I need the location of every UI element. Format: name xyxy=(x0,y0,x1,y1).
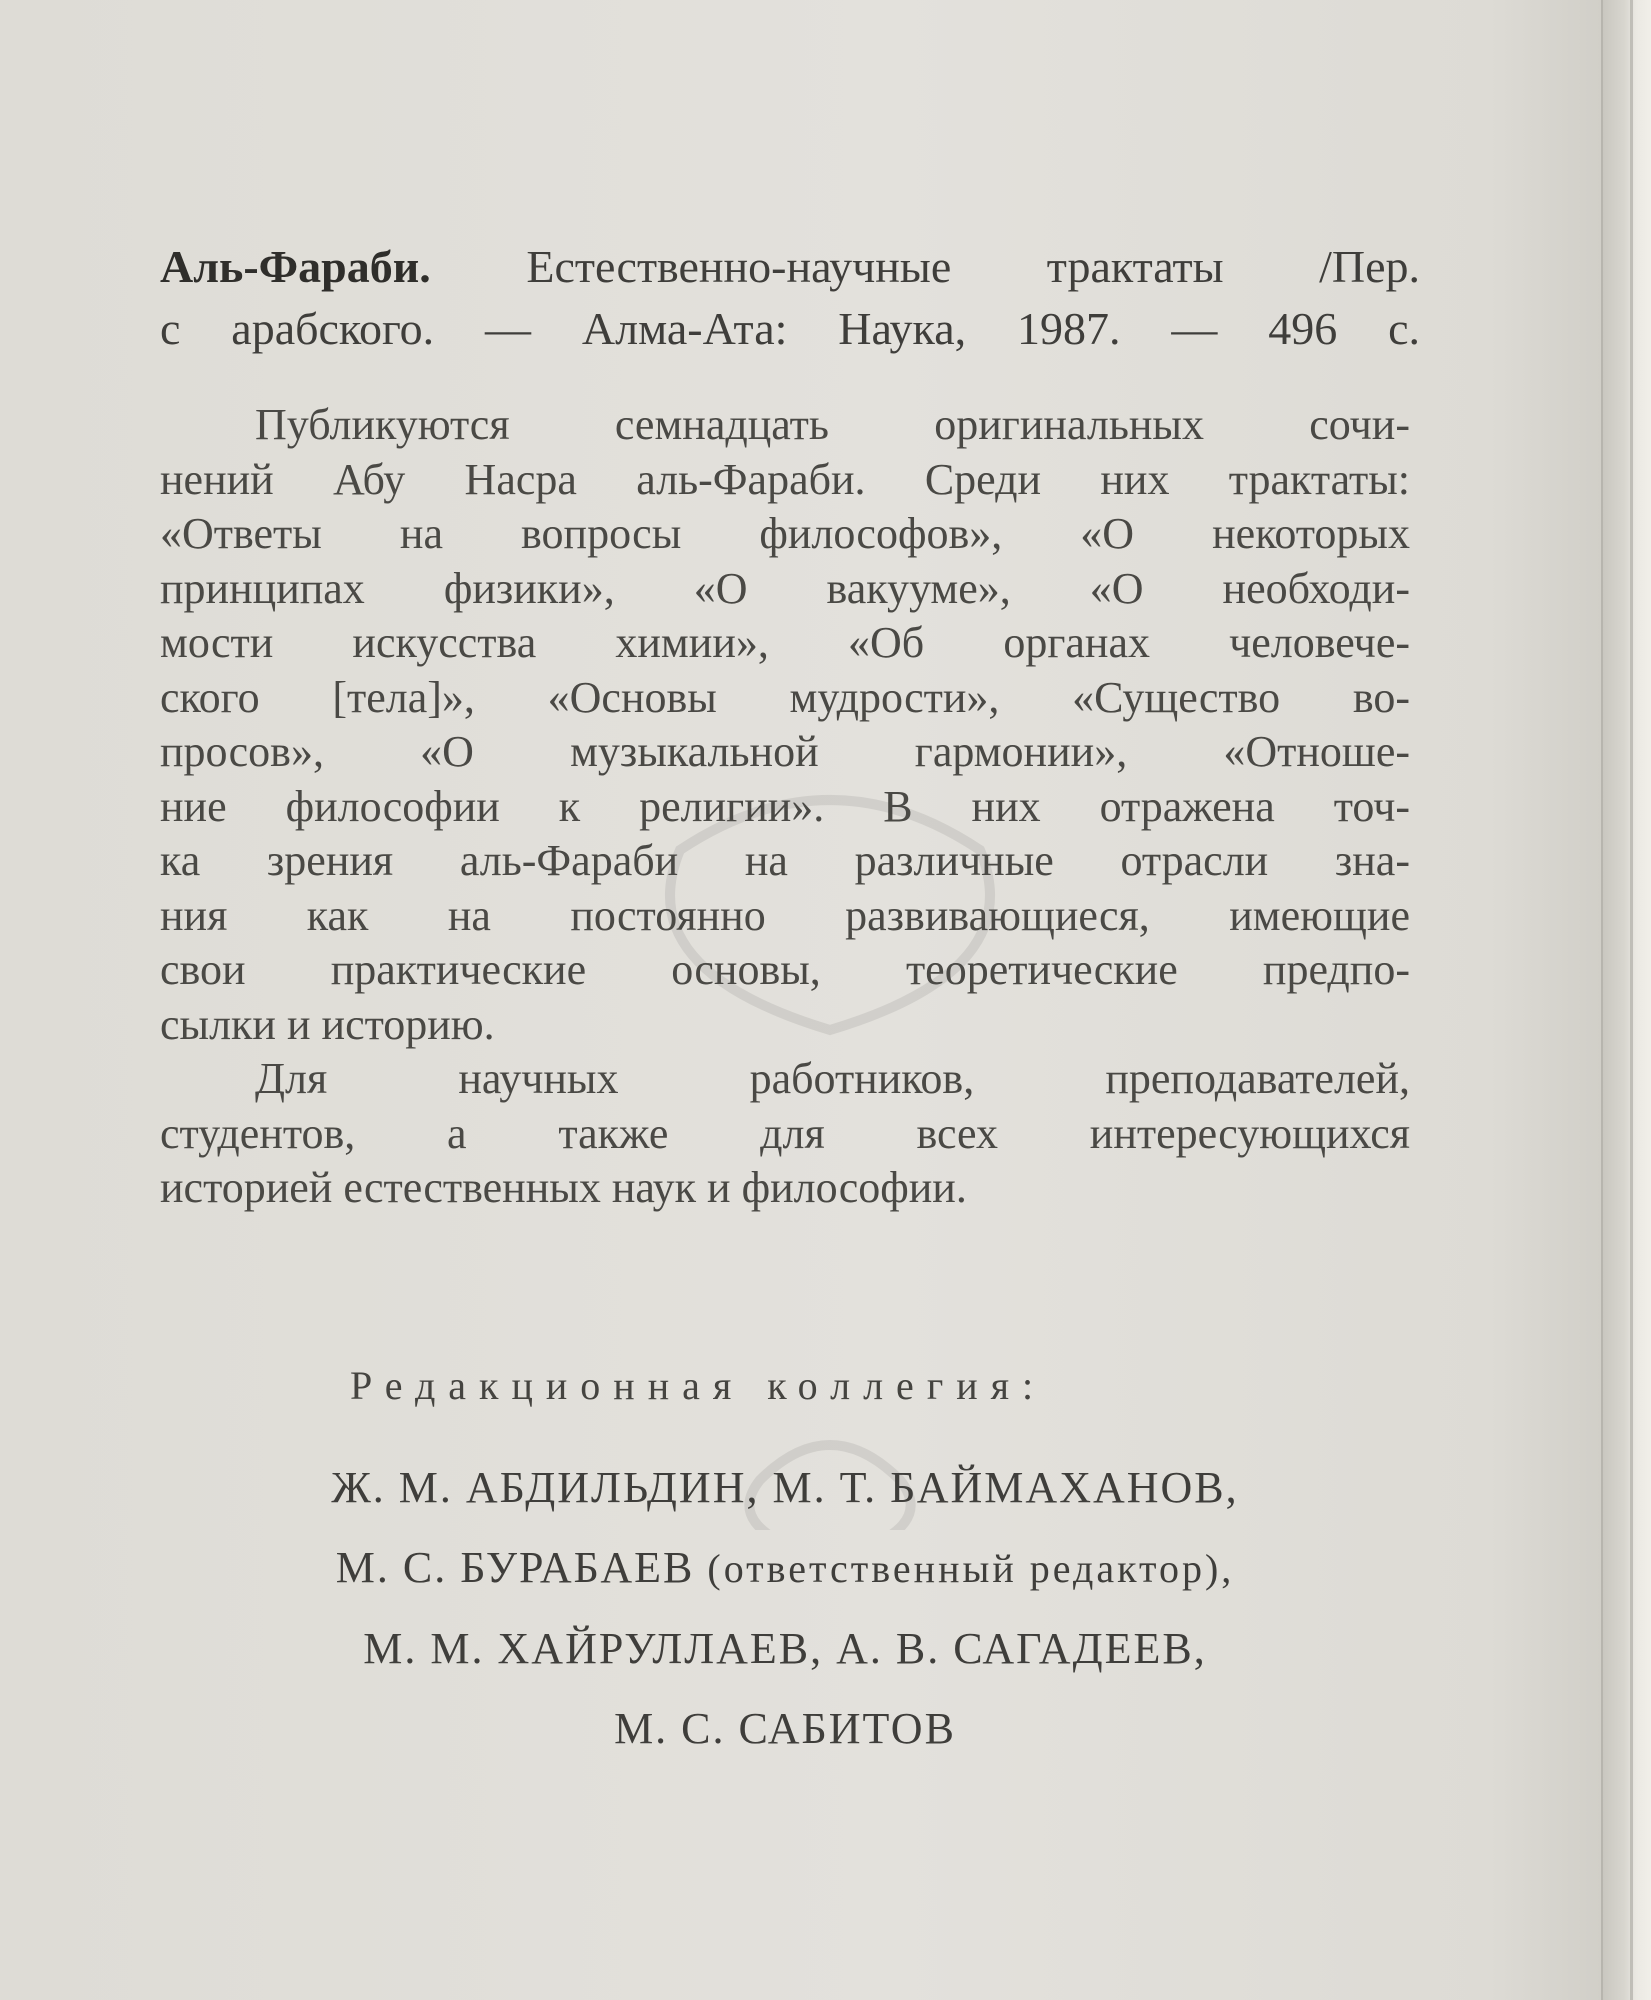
biblio-line-1 xyxy=(160,236,1420,298)
chief-editor-name: М. С. БУРАБАЕВ xyxy=(335,1543,695,1592)
abstract-line: Публикуются семнадцать оригинальных сочи- xyxy=(255,400,1410,449)
spine-edge xyxy=(1630,0,1633,2000)
abstract-line: сылки и историю. xyxy=(160,999,495,1049)
board-line-1: Ж. М. АБДИЛЬДИН, М. Т. БАЙМАХАНОВ, xyxy=(331,1463,1239,1512)
author-name: Аль-Фараби. xyxy=(160,241,431,292)
abstract xyxy=(160,398,1410,1216)
audience-line: историей естественных наук и философии. xyxy=(160,1163,967,1212)
board-line-3: М. М. ХАЙРУЛЛАЕВ, А. В. САГАДЕЕВ, xyxy=(363,1624,1207,1673)
chief-editor-note: (ответственный редактор), xyxy=(707,1546,1235,1591)
abstract-line: нений Абу Насра аль-Фараби. Среди них трактаты: xyxy=(160,454,1410,504)
board-line-2 xyxy=(160,1528,1410,1609)
abstract-line: мости искусства химии», «Об органах человече- xyxy=(160,618,1410,667)
editorial-board xyxy=(160,1448,1410,1769)
abstract-line: ского [тела]», «Основы мудрости», «Существо во- xyxy=(160,672,1410,722)
abstract-line: принципах физики», «О вакууме», «О необходи- xyxy=(160,563,1410,613)
editorial-board-heading: Редакционная коллегия: xyxy=(350,1363,1047,1408)
biblio-line-2: с арабского. — Алма-Ата: Наука, 1987. — 496 с. xyxy=(160,303,1420,354)
abstract-line: ка зрения аль-Фараби на различные отрасли зна- xyxy=(160,836,1410,885)
abstract-line: просов», «О музыкальной гармонии», «Отноше- xyxy=(160,727,1410,776)
audience-line: Для научных работников, преподавателей, xyxy=(255,1054,1410,1103)
board-line-4: М. С. САБИТОВ xyxy=(614,1704,956,1753)
audience-line: студентов, а также для всех интересующихся xyxy=(160,1108,1410,1158)
abstract-line: свои практические основы, теоретические предпо- xyxy=(160,945,1410,994)
biblio-title: Естественно-научные трактаты /Пер. xyxy=(526,241,1420,292)
bibliographic-record xyxy=(160,236,1420,360)
abstract-line: ние философии к религии». В них отражена точ- xyxy=(160,781,1410,831)
abstract-line: «Ответы на вопросы философов», «О некоторых xyxy=(160,509,1410,558)
book-spine xyxy=(1601,0,1651,2000)
abstract-line: ния как на постоянно развивающиеся, имеющие xyxy=(160,890,1410,940)
